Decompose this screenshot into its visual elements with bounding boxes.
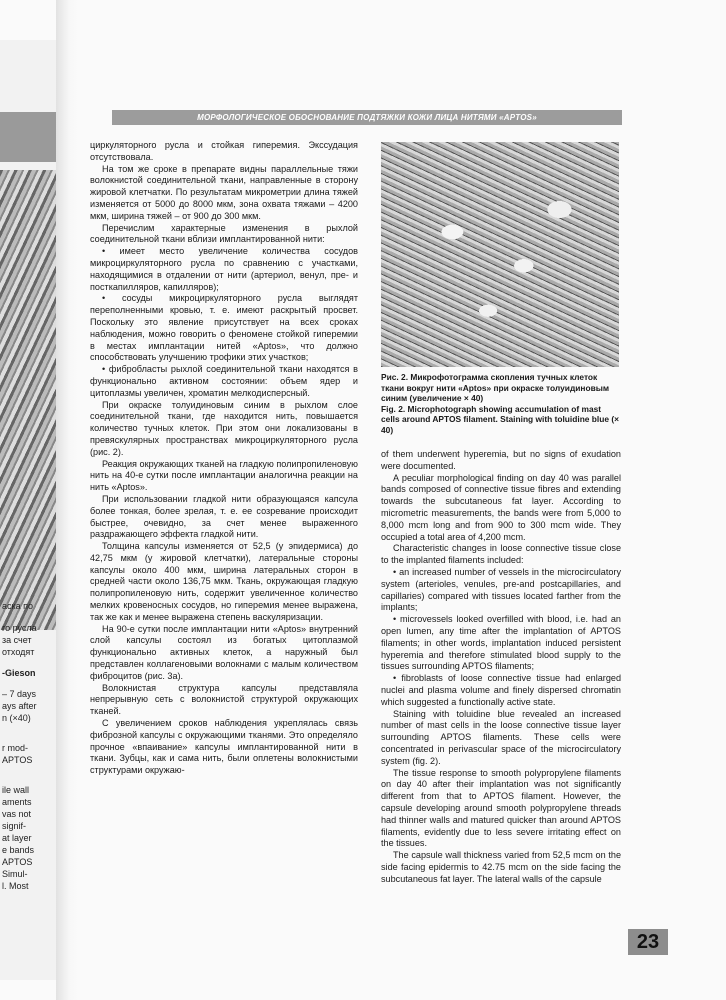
adjacent-text-fragment: го русла xyxy=(2,623,37,633)
adjacent-text-fragment: ile wall xyxy=(2,785,30,795)
list-item: • microvessels looked overfilled with blood, i.e. had an open lumen, any time after the implantation of APTOS filaments; in other words, implantation induced persistent hyperemia and therefore stimulated blood supply to the tissues surrounding APTOS filaments; xyxy=(381,614,621,672)
book-spine-shadow xyxy=(56,0,78,1000)
adjacent-page-image xyxy=(0,170,60,630)
adjacent-page-header-band xyxy=(0,112,60,162)
adjacent-text-fragment: e bands xyxy=(2,845,35,855)
adjacent-text-fragment: ays after xyxy=(2,701,37,711)
adjacent-text-fragment: l. Most xyxy=(2,881,29,891)
adjacent-text-fragment: aments xyxy=(2,797,32,807)
paragraph: Characteristic changes in loose connective tissue close to the implanted filaments included: xyxy=(381,543,621,566)
paragraph: Реакция окружающих тканей на гладкую полипропиленовую нить на 40-е сутки после имплантации аналогична реакции на нить «Aptos». xyxy=(90,458,358,493)
paragraph: The tissue response to smooth polypropylene filaments on day 40 after their implantation was not significantly different from that to APTOS filament. However, the capsule developing around smooth polypropylene threads had thinner walls and matured quicker than around APTOS filaments, evidently due to less severe irritating effect on the tissues. xyxy=(381,767,621,849)
adjacent-text-fragment: Simul- xyxy=(2,869,28,879)
adjacent-text-fragment: аска по xyxy=(2,601,34,611)
page-number: 23 xyxy=(628,929,668,955)
adjacent-text-fragment: vas not xyxy=(2,809,32,819)
paragraph: На 90-е сутки после имплантации нити «Aptos» внутренний слой капсулы состоял из богатых цитоплазмой функционально активных клеток, а наружный был представлен коллагеновыми волокнами с малым количеством фиброцитов (рис. 3а). xyxy=(90,623,358,681)
adjacent-text-fragment: за счет xyxy=(2,635,32,645)
adjacent-text-fragment: at layer xyxy=(2,833,32,843)
microphotograph-figure xyxy=(381,142,619,367)
adjacent-text-fragment: – 7 days xyxy=(2,689,37,699)
paragraph: Толщина капсулы изменяется от 52,5 (у эпидермиса) до 42,75 мкм (у жировой клетчатки), латеральные стороны капсулы около 400 мкм, ширина латеральных сторон в средней части около 136,75 мкм. Ткань, окружающая гладкую полипропиленовую нить, содержит увеличенное количество мелких кровеносных сосудов, но гиперемия менее выражена, так же как и менее выражена степень васкуляризации. xyxy=(90,541,358,622)
figure-caption xyxy=(381,372,621,435)
list-item: • имеет место увеличение количества сосудов микроциркуляторного русла по сравнению с участками, находящимися в отдалении от нити (артериол, венул, пре- и посткапилляров, капилляров); xyxy=(90,246,358,292)
adjacent-text-fragment: signif- xyxy=(2,821,27,831)
paragraph: При использовании гладкой нити образующаяся капсула более тонкая, более зрелая, т. е. ее созревание происходит быстрее, очевидно, за счет менее выраженного раздражающего эффекта гладкой нити. xyxy=(90,493,358,540)
adjacent-text-fragment: APTOS xyxy=(2,755,33,765)
adjacent-page-fragment xyxy=(0,40,60,980)
paragraph: The capsule wall thickness varied from 52,5 mcm on the side facing epidermis to 42.75 mcm on the side facing the subcutaneous fat layer. The lateral walls of the capsule xyxy=(381,850,621,884)
paragraph: На том же сроке в препарате видны параллельные тяжи волокнистой соединительной ткани, направленные в сторону жировой клетчатки. По результатам микрометрии длина тяжей изменяется от 5000 до 8000 мкм, зона охвата тяжами – 4200 мкм, ширина тяжей – от 900 до 300 мкм. xyxy=(90,163,358,221)
paragraph: A peculiar morphological finding on day 40 was parallel bands composed of connective tissue fibres and extending towards the subcutaneous fat layer. According to micrometric measurements, the bands were from 5,000 to 8,000 mcm long and from 900 to 300 mcm wide. They occupied a total area of 4,200 mcm. xyxy=(381,472,621,542)
paragraph: Перечислим характерные изменения в рыхлой соединительной ткани вблизи имплантированной нити: xyxy=(90,222,358,245)
paragraph: циркуляторного русла и стойкая гиперемия. Экссудация отсутствовала. xyxy=(90,140,358,162)
adjacent-text-fragment: n (×40) xyxy=(2,713,31,723)
list-item: • фибробласты рыхлой соединительной ткани находятся в функционально активном состоянии: объем ядер и цитоплазмы увеличен, хроматин мелкодисперсный. xyxy=(90,364,358,398)
adjacent-text-fragment: -Gieson xyxy=(2,668,36,678)
paragraph: Staining with toluidine blue revealed an increased number of mast cells in the loose connective tissue layer surrounding APTOS filaments. These cells were concentrated in perivascular space of the microcirculatory system (fig. 2). xyxy=(381,708,621,766)
adjacent-text-fragment: отходят xyxy=(2,647,35,657)
english-text-column xyxy=(381,449,621,885)
paragraph: С увеличением сроков наблюдения укреплялась связь фиброзной капсулы с окружающими тканями. Это определяло прочное «впаивание» капсулы имплантированной нити в ткани. Зубцы, как и сама нить, были оплетены волокнистыми структурами окружаю- xyxy=(90,718,358,776)
paragraph: При окраске толуидиновым синим в рыхлом слое соединительной ткани, где находится нить, повышается количество тучных клеток. При этом они локализованы в превяскулярных пространствах микроциркуляторного русла (рис. 2). xyxy=(90,399,358,457)
running-header: МОРФОЛОГИЧЕСКОЕ ОБОСНОВАНИЕ ПОДТЯЖКИ КОЖИ ЛИЦА НИТЯМИ «APTOS» xyxy=(112,110,622,125)
list-item: • сосуды микроциркуляторного русла выглядят переполненными кровью, т. е. имеют раскрытый просвет. Поскольку это явление присутствует на всех сроках наблюдения, можно говорить о феномене стойкой гиперемии в местах имплантации нитей «Aptos», что должно способствовать улучшению трофики этих участков; xyxy=(90,293,358,363)
paragraph: Волокнистая структура капсулы представляла непрерывную сеть с волокнистой структурой окружающих тканей. xyxy=(90,682,358,717)
adjacent-text-fragment: APTOS xyxy=(2,857,33,867)
paragraph: of them underwent hyperemia, but no signs of exudation were documented. xyxy=(381,449,621,471)
list-item: • fibroblasts of loose connective tissue had enlarged nuclei and plasma volume and finely dispersed chromatin which suggested a functionally active state. xyxy=(381,673,621,707)
russian-text-column xyxy=(90,140,358,777)
figure-caption-ru: Рис. 2. Микрофотограмма скопления тучных клеток ткани вокруг нити «Aptos» при окраске толуидиновым синим (увеличение × 40) xyxy=(381,372,610,403)
list-item: • an increased number of vessels in the microcirculatory system (arterioles, venules, pre-and postcapillaries, and capillaries) compared with tissues located farther from the implants; xyxy=(381,566,621,613)
figure-caption-en: Fig. 2. Microphotograph showing accumulation of mast cells around APTOS filament. Staining with toluidine blue (× 40) xyxy=(381,403,620,435)
adjacent-text-fragment: r mod- xyxy=(2,743,29,753)
